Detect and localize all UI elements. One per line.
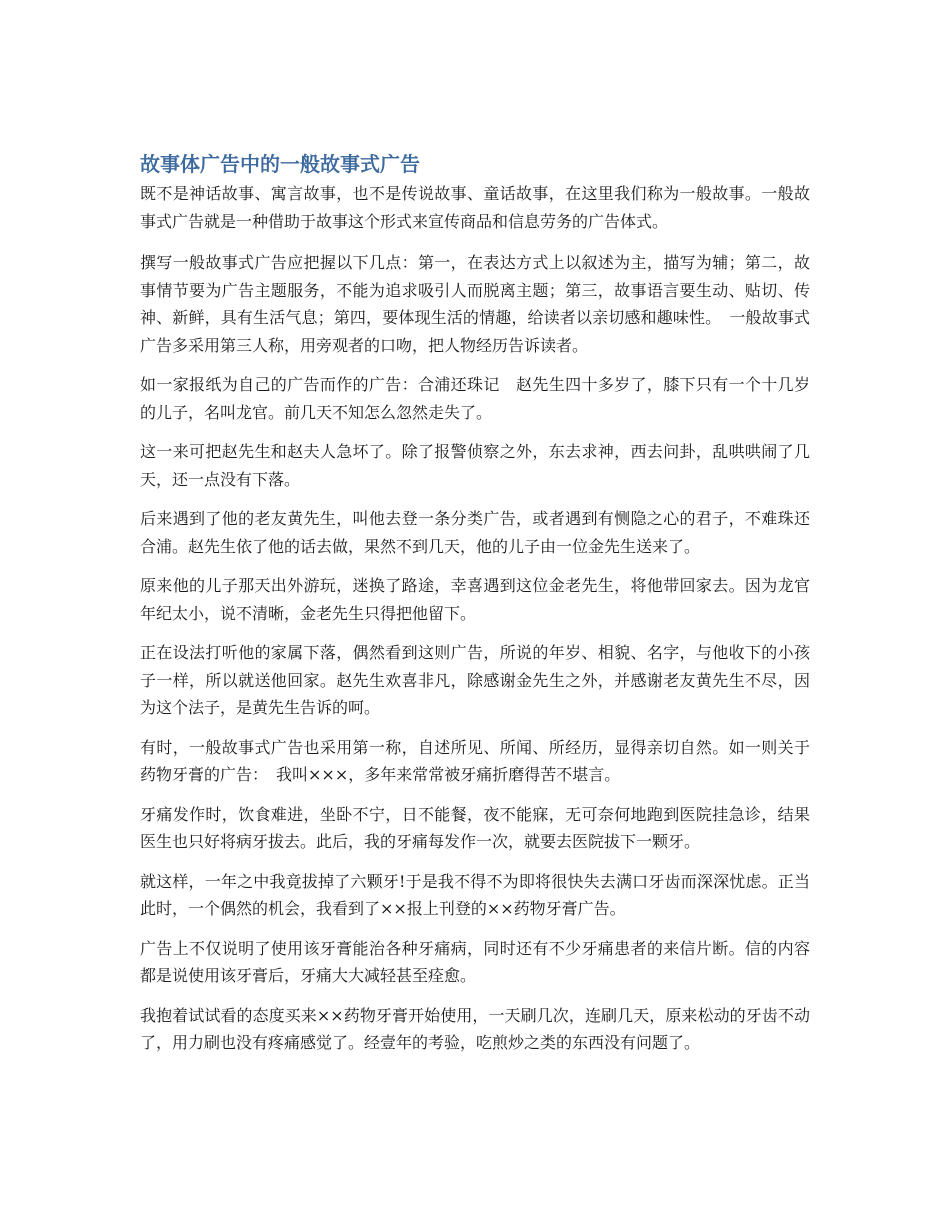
paragraph: 如一家报纸为自己的广告而作的广告：合浦还珠记 赵先生四十多岁了，膝下只有一个十几岁的儿子，名叫龙官。前几天不知怎么忽然走失了。 [140, 375, 810, 422]
paragraph: 我抱着试试看的态度买来××药物牙膏开始使用，一天刷几次，连刷几天，原来松动的牙齿不动了，用力刷也没有疼痛感觉了。经壹年的考验，吃煎炒之类的东西没有问题了。 [140, 1005, 810, 1052]
paragraph: 后来遇到了他的老友黄先生，叫他去登一条分类广告，或者遇到有恻隐之心的君子，不难珠还合浦。赵先生依了他的话去做，果然不到几天，他的儿子由一位金先生送来了。 [140, 509, 810, 556]
paragraph: 广告上不仅说明了使用该牙膏能治各种牙痛病，同时还有不少牙痛患者的来信片断。信的内容都是说使用该牙膏后，牙痛大大减轻甚至痊愈。 [140, 938, 810, 985]
document-page [140, 150, 810, 1069]
paragraph: 牙痛发作时，饮食难进，坐卧不宁，日不能餐，夜不能寐，无可奈何地跑到医院挂急诊，结果医生也只好将病牙拔去。此后，我的牙痛每发作一次，就要去医院拔下一颗牙。 [140, 804, 810, 851]
document-title: 故事体广告中的一般故事式广告 [140, 152, 420, 176]
paragraph: 撰写一般故事式广告应把握以下几点：第一，在表达方式上以叙述为主，描写为辅；第二，故事情节要为广告主题服务，不能为追求吸引人而脱离主题；第三，故事语言要生动、贴切、传神、新鲜，具有生活气息；第四，要体现生活的情趣，给读者以亲切感和趣味性。 一般故事式广告多采用第三人称，用旁观者的口吻，把人物经历告诉读者。 [140, 253, 810, 355]
paragraph: 正在设法打听他的家属下落，偶然看到这则广告，所说的年岁、相貌、名字，与他收下的小孩子一样，所以就送他回家。赵先生欢喜非凡，除感谢金先生之外，并感谢老友黄先生不尽，因为这个法子，是黄先生告诉的呵。 [140, 643, 810, 717]
paragraph: 既不是神话故事、寓言故事，也不是传说故事、童话故事，在这里我们称为一般故事。一般故事式广告就是一种借助于故事这个形式来宣传商品和信息劳务的广告体式。 [140, 184, 810, 231]
paragraph: 这一来可把赵先生和赵夫人急坏了。除了报警侦察之外，东去求神，西去问卦，乱哄哄闹了几天，还一点没有下落。 [140, 442, 810, 489]
paragraph: 有时，一般故事式广告也采用第一称，自述所见、所闻、所经历，显得亲切自然。如一则关于药物牙膏的广告： 我叫×××，多年来常常被牙痛折磨得苦不堪言。 [140, 737, 810, 784]
paragraph: 原来他的儿子那天出外游玩，迷换了路途，幸喜遇到这位金老先生，将他带回家去。因为龙官年纪太小，说不清晰，金老先生只得把他留下。 [140, 576, 810, 623]
paragraph: 就这样，一年之中我竟拔掉了六颗牙!于是我不得不为即将很快失去满口牙齿而深深忧虑。正当此时，一个偶然的机会，我看到了××报上刊登的××药物牙膏广告。 [140, 871, 810, 918]
